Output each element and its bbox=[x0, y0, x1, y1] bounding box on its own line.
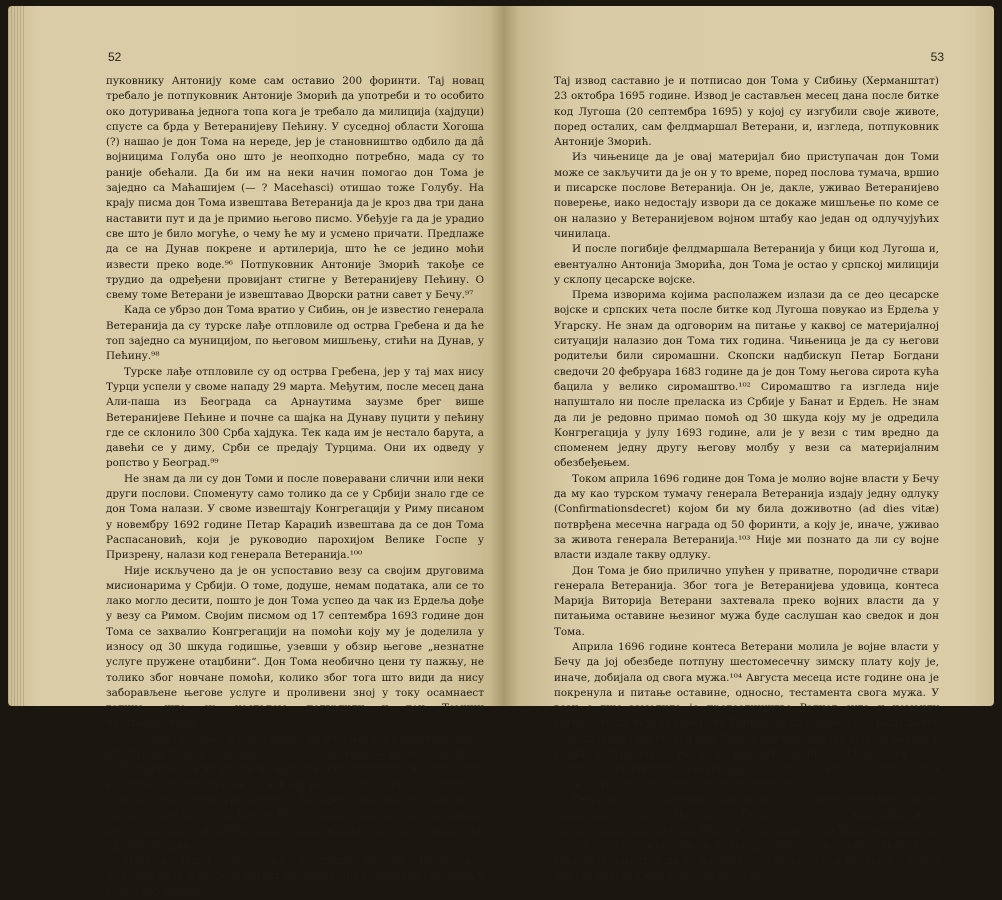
paragraph: Априла 1696 године контеса Ветерани молила је војне власти у Бечу да јој обезбеде потпуну шестомесечну зимску плату коју је, иначе, добијала од свога мужа.¹⁰⁴ Августа месеца исте године она је покренула и питање оставине, односно, тестамента свога мужа. У вези с тим замолила је претседништво Ратног суда и команду регименте да нареде генералу Капрарију да позове себи ради даљег саслушања по тој ствари дон Тому и остале сведоке који се налазе у војсци у Угарској.¹⁰⁵ На то је Кирхштетер писао 11 августа 1696 године генералитету у Угарској ради саслушања под заклетвом дон Томе у ствари Ветеранијевог тестамента.¹⁰⁶ bbox=[554, 640, 939, 791]
left-page bbox=[8, 6, 504, 898]
paragraph: Тај извод саставио је и потписао дон Тома у Сибињу (Херманштат) 23 октобра 1695 године. Извод је састављен месец дана после битке код Лугоша (20 септембра 1695) у којој су изгубили своје животе, поред осталих, сам фелдмаршал Ветерани, и, изгледа, потпуковник Антоније Зморић. bbox=[554, 75, 939, 149]
paragraph: пуковнику Антонију коме сам оставио 200 форинти. Тај новац требало је потпуковник Антоније Зморић да употреби и то особито око дотуривања једнога топа кога је требало да милиција (хајдуци) спусте са брда у Ветеранијеву Пећину. У суседној области Хогоша (?) нашао је дон Тома на нереде, јер је становништво одбило да дâ војницима Голуба оно што је неопходно потребно, мада су то раније обећали. Да би им на неки начин помогао дон Тома је заједно са Маћашијем (— ? Macehasci) отишао тоже Голубу. На крају писма дон Тома извештава Ветеранија да је кроз два три дана наставити пут и да је примио његово писмо. Убеђује га да је урадио све што је било могуће, о чему ће му и усмено причати. Предлаже да се на Дунав покрене и артилерија, што ће се једино моћи извести преко воде.⁹⁶ Потпуковник Антоније Зморић такође се трудио да одређени провијант стигне у Ветеранијеву Пећину. О свему томе Ветерани је извештавао Дворски ратни савет у Бечу.⁹⁷ bbox=[106, 75, 484, 302]
paragraph: Генералитет у Угарској поступио је по томе наређењу, па је генерални аудитор Норбертус Гронер поднео 9 новембра исте године испит и исказ дон Томе. У томе исказу дон Тома је изјавио да се сећа тестамента који је Ветерани оставио иза себе. Исто тако Гронер је известио да ће на угрчане странке бити послани и други искази који се тичу Ветеранијеве куће.¹⁰⁷ bbox=[554, 793, 939, 883]
book-spread bbox=[8, 6, 994, 898]
paragraph: Не знам да ли су дон Томи и после поверавани слични или неки други послови. Споменуту само толико да се у Србији знало где се дон Тома налази. У своме извештају Конгрегацији у Риму писаном у новембру 1692 године Петар Караџић извештава да се дон Тома Распасановић, који је руководио парохијом Велике Госпе у Призрену, налази код генерала Ветеранија.¹⁰⁰ bbox=[106, 472, 484, 562]
paragraph: Постоји један извод из преписке између Ветеранија, фелдмаршала Карафе и других командујућих цесарских генерала у току 1695 године. bbox=[106, 855, 484, 898]
right-page-text bbox=[554, 74, 939, 885]
page-number-right: 53 bbox=[930, 50, 944, 64]
page-number-left: 52 bbox=[108, 50, 122, 64]
paragraph: За засада не знам да одговорим на питање: На какве то заслуге мисли дон Тома у току осамнаест година (1693 — 18 = 1675), тј. од 1675 године? Да ли мисли на црквене или политичке послове? Јер, као што сам утврдио, он се већ од 1671 године налази у црквеној служби као парох трепчански. Викаром скопске надбискупије могао је постати тек после 1683 године, док његов рад према послодавцима и приступачним документима, могу да пратим тек од 1689 године. bbox=[106, 732, 484, 852]
paragraph: Није искључено да је он успоставио везу са својим друговима мисионарима у Србији. О томе, додуше, немам података, али се то лако могло десити, пошто је дон Тома успео да чак из Ердеља дође у везу са Римом. Својим писмом од 17 септембра 1693 године дон Тома се захвалио Конгрегацији на помоћи коју му је доделила у износу од 30 шкуда годишње, узевши у обзир његове „незнатне услуге пружене отаџбини“. Дон Тома необично цени ту пажњу, не толико због новчане помоћи, колико због тога што види да нису заборављене његове услуге и проливени зној у току осамнаест година, што су, уосталом, потврдили и дон Томини претпостављени.¹⁰¹ bbox=[106, 564, 484, 730]
paragraph: И после погибије фелдмаршала Ветеранија у бици код Лугоша и, евентуално Антонија Зморића, дон Тома је остао у српској милицији у склопу цесарске војске. bbox=[554, 243, 939, 286]
paragraph: Према изворима којима располажем излази да се део цесарске војске и српских чета после битке код Лугоша повукао из Ердеља у Угарску. Не знам да одговорим на питање у каквој се материјалној ситуацији налазио дон Тома тих година. Чињеница је да су његови родитељи били сиромашни. Скопски надбискуп Петар Богдани сведочи 20 фебруара 1683 године да је дон Тому његова сирота кућа бацила у велико сиромаштво.¹⁰² Сиромаштво га изгледа није напуштало ни после преласка из Србије у Банат и Ердељ. Не знам да ли је редовно примао помоћ од 30 шкуда коју му је одредила Конгрегација у јулу 1693 године, али је у вези с тим вредно да споменем једну другу његову молбу у вези са материјалним обезбеђењем. bbox=[554, 289, 939, 470]
left-page-text bbox=[106, 74, 484, 900]
right-page bbox=[504, 6, 994, 883]
paragraph: Дон Тома је био прилично упућен у приватне, породичне ствари генерала Ветеранија. Због тога је Ветеранијева удовица, контеса Марија Виторија Ветерани захтевала преко војних власти да у питањима оставине њезиног мужа буде саслушан као сведок и дон Тома. bbox=[554, 564, 939, 638]
page-edge-texture bbox=[8, 6, 26, 706]
paragraph: Из чињенице да је овај материјал био приступачан дон Томи може се закључити да је он у то време, поред послова тумача, вршио и писарске послове Ветеранија. Он је, дакле, уживао Ветеранијево поверење, иако недостају извори да се докаже мишљење по коме се он налазио у Ветеранијевом војном штабу као један од одлучујућих чинилаца. bbox=[554, 151, 939, 240]
paragraph: Турске лађе отпловиле су од острва Гребена, јер у тај мах нису Турци успели у своме нападу 29 марта. Међутим, после месец дана Али-паша из Београда са Арнаутима заузме брег више Ветеранијеве Пећине и почне са шајка на Дунаву пуцити у пећину где се склонило 300 Срба хајдука. Тек када им је нестало барута, а давећи се у диму, Срби се предају Турцима. Они их одведу у ропство у Београд.⁹⁹ bbox=[106, 365, 484, 470]
paragraph: Током априла 1696 године дон Тома је молио војне власти у Бечу да му као турском тумачу генерала Ветеранија издају једну одлуку (Confirmationsdecret) којом би му била доживотно (ad dies vitæ) потврђена месечна награда од 50 форинти, а коју је, иначе, уживао за живота генерала Ветеранија.¹⁰³ Није ми познато да ли су војне власти издале такву одлуку. bbox=[554, 472, 939, 562]
paragraph: Када се убрзо дон Тома вратио у Сибињ, он је известио генерала Ветеранија да су турске лађе отпловиле од острва Гребена и да ће топ заједно са муницијом, по његовом мишљењу, стићи на Дунав, у Пећину.⁹⁸ bbox=[106, 304, 484, 363]
